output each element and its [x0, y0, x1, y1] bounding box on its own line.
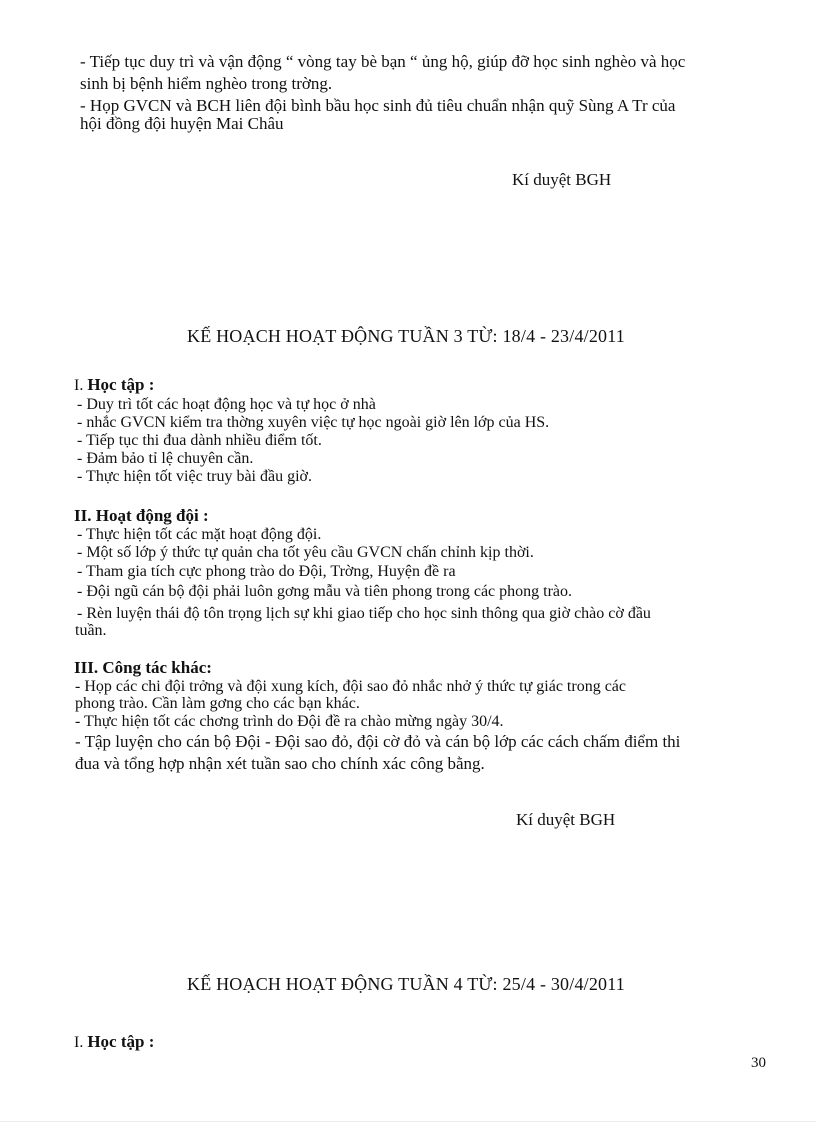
week4-title: KẾ HOẠCH HOẠT ĐỘNG TUẦN 4 TỪ: 25/4 - 30/4/2011 — [187, 974, 625, 994]
roman-numeral: I. — [74, 377, 84, 394]
week3-s2-item: - Một số lớp ý thức tự quản cha tốt yêu cầu GVCN chấn chỉnh kịp thời. — [77, 544, 534, 561]
intro-line-1: - Tiếp tục duy trì và vận động “ vòng tay bè bạn “ ủng hộ, giúp đỡ học sinh nghèo và học — [80, 52, 686, 71]
week3-s3-item: - Thực hiện tốt các chơng trình do Đội đề ra chào mừng ngày 30/4. — [75, 713, 504, 730]
week3-s1-item: - Tiếp tục thi đua dành nhiều điểm tốt. — [77, 432, 322, 449]
week3-s3-item: - Tập luyện cho cán bộ Đội - Đội sao đỏ, đội cờ đỏ và cán bộ lớp các cách chấm điểm thi — [75, 732, 681, 751]
signoff-week2: Kí duyệt BGH — [512, 170, 612, 189]
week3-section-3-heading: III. Công tác khác: — [74, 658, 212, 677]
week3-s1-item: - Đảm bảo tỉ lệ chuyên cần. — [77, 450, 254, 467]
page-number: 30 — [751, 1055, 766, 1071]
week3-s2-item: - Tham gia tích cực phong trào do Đội, Trờng, Huyện đề ra — [77, 563, 456, 580]
week3-s2-item: - Rèn luyện thái độ tôn trọng lịch sự khi giao tiếp cho học sinh thông qua giờ chào cờ đầu — [77, 605, 651, 622]
week3-s2-item: - Đội ngũ cán bộ đội phải luôn gơng mẫu và tiên phong trong các phong trào. — [77, 583, 573, 600]
week3-s1-item: - Thực hiện tốt việc truy bài đầu giờ. — [77, 468, 312, 485]
signoff-week3: Kí duyệt BGH — [516, 810, 616, 829]
section-title: Học tập : — [87, 1032, 155, 1051]
week3-s2-item: tuần. — [75, 622, 107, 639]
intro-line-4: hội đồng đội huyện Mai Châu — [80, 114, 284, 133]
week3-section-2-heading: II. Hoạt động đội : — [74, 506, 209, 525]
week3-title: KẾ HOẠCH HOẠT ĐỘNG TUẦN 3 TỪ: 18/4 - 23/4/2011 — [187, 326, 625, 346]
intro-line-3: - Họp GVCN và BCH liên đội bình bầu học sinh đủ tiêu chuẩn nhận quỹ Sùng A Tr của — [80, 96, 676, 115]
week3-s2-item: - Thực hiện tốt các mặt hoạt động đội. — [77, 526, 322, 543]
section-title: Học tập : — [87, 375, 155, 394]
roman-numeral: I. — [74, 1034, 84, 1051]
week3-s1-item: - nhắc GVCN kiểm tra thờng xuyên việc tự học ngoài giờ lên lớp của HS. — [77, 414, 550, 431]
week4-section-1-heading — [74, 1032, 154, 1052]
page-bottom-divider — [0, 1121, 816, 1122]
week3-s3-item: - Họp các chi đội trởng và đội xung kích, đội sao đỏ nhắc nhở ý thức tự giác trong các — [75, 678, 627, 695]
week3-s3-item: đua và tổng hợp nhận xét tuần sao cho chính xác công bằng. — [75, 754, 485, 773]
week3-section-1-heading — [74, 375, 154, 395]
intro-line-2: sinh bị bệnh hiểm nghèo trong trờng. — [80, 74, 333, 93]
week3-s1-item: - Duy trì tốt các hoạt động học và tự học ở nhà — [77, 396, 376, 413]
week3-s3-item: phong trào. Cần làm gơng cho các bạn khác. — [75, 695, 360, 712]
